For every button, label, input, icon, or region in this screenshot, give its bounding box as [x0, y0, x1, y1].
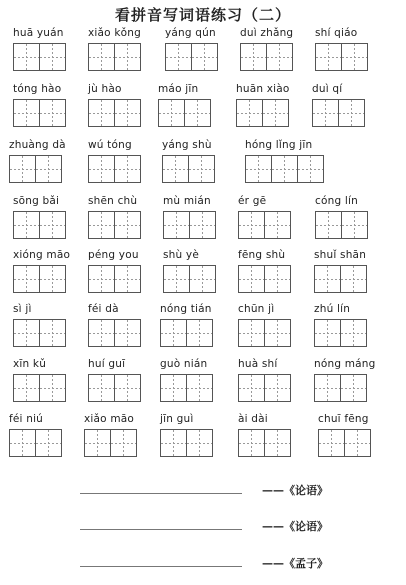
writing-cell[interactable] [188, 155, 215, 183]
writing-cell[interactable] [184, 99, 211, 127]
pinyin-label: ài dài [238, 413, 268, 425]
pinyin-label: duì qí [312, 83, 343, 95]
tianzige-cells [13, 43, 65, 71]
writing-cell[interactable] [297, 155, 324, 183]
writing-cell[interactable] [266, 43, 293, 71]
tianzige-cells [238, 319, 290, 347]
worksheet-title: 看拼音写词语练习（二） [114, 6, 291, 24]
exercise-row [0, 82, 406, 142]
exercise-row [0, 194, 406, 254]
writing-cell[interactable] [160, 429, 187, 457]
writing-cell[interactable] [35, 429, 62, 457]
tianzige-cells [84, 429, 136, 457]
pinyin-label: jù hào [88, 83, 122, 95]
writing-cell[interactable] [13, 265, 40, 293]
pinyin-label: yáng shù [162, 139, 212, 151]
exercise-row [0, 412, 406, 472]
writing-cell[interactable] [238, 265, 265, 293]
writing-cell[interactable] [110, 429, 137, 457]
quote-source: ——《孟子》 [262, 557, 328, 570]
writing-cell[interactable] [315, 211, 342, 239]
writing-cell[interactable] [114, 211, 141, 239]
tianzige-cells [160, 319, 212, 347]
tianzige-cells [163, 265, 215, 293]
tianzige-cells [88, 211, 140, 239]
tianzige-cells [315, 43, 367, 71]
writing-cell[interactable] [191, 43, 218, 71]
exercise-row [0, 302, 406, 362]
writing-cell[interactable] [160, 319, 187, 347]
writing-cell[interactable] [88, 43, 115, 71]
exercise-row [0, 357, 406, 417]
tianzige-cells [238, 265, 290, 293]
writing-cell[interactable] [114, 99, 141, 127]
writing-cell[interactable] [264, 319, 291, 347]
writing-cell[interactable] [114, 265, 141, 293]
writing-cell[interactable] [13, 211, 40, 239]
writing-cell[interactable] [13, 319, 40, 347]
writing-cell[interactable] [186, 429, 213, 457]
writing-cell[interactable] [314, 265, 341, 293]
tianzige-cells [88, 265, 140, 293]
writing-cell[interactable] [9, 429, 36, 457]
writing-cell[interactable] [340, 319, 367, 347]
writing-cell[interactable] [271, 155, 298, 183]
pinyin-label: chuī fēng [318, 413, 369, 425]
writing-cell[interactable] [238, 319, 265, 347]
tianzige-cells [238, 429, 290, 457]
writing-cell[interactable] [315, 43, 342, 71]
tianzige-cells [13, 265, 65, 293]
writing-cell[interactable] [238, 429, 265, 457]
tianzige-cells [88, 43, 140, 71]
writing-cell[interactable] [9, 155, 36, 183]
writing-cell[interactable] [163, 265, 190, 293]
pinyin-label: hóng lǐng jīn [245, 139, 313, 151]
tianzige-cells [314, 374, 366, 402]
pinyin-label: jīn guì [160, 413, 194, 425]
writing-cell[interactable] [344, 429, 371, 457]
writing-cell[interactable] [39, 374, 66, 402]
tianzige-cells [163, 211, 215, 239]
pinyin-label: yáng qún [165, 27, 216, 39]
quote-line [0, 555, 406, 575]
writing-cell[interactable] [84, 429, 111, 457]
quote-source: ——《论语》 [262, 484, 328, 497]
writing-cell[interactable] [88, 155, 115, 183]
tianzige-cells [9, 429, 61, 457]
exercise-row [0, 26, 406, 86]
pinyin-label: péng you [88, 249, 139, 261]
pinyin-label: xiǎo kǒng [88, 27, 141, 39]
pinyin-label: wú tóng [88, 139, 132, 151]
writing-cell[interactable] [341, 43, 368, 71]
writing-cell[interactable] [114, 155, 141, 183]
writing-cell[interactable] [262, 99, 289, 127]
tianzige-cells [314, 265, 366, 293]
tianzige-cells [312, 99, 364, 127]
tianzige-cells [160, 429, 212, 457]
exercise-row [0, 248, 406, 308]
exercise-row [0, 138, 406, 198]
tianzige-cells [88, 155, 140, 183]
tianzige-cells [13, 319, 65, 347]
pinyin-label: nóng tián [160, 303, 212, 315]
pinyin-label: xiǎo māo [84, 413, 135, 425]
pinyin-label: cóng lín [315, 195, 358, 207]
pinyin-label: shí qiáo [315, 27, 358, 39]
tianzige-cells [162, 155, 214, 183]
writing-cell[interactable] [312, 99, 339, 127]
pinyin-label: guò nián [160, 358, 208, 370]
pinyin-label: sōng bǎi [13, 195, 60, 207]
writing-cell[interactable] [341, 211, 368, 239]
writing-cell[interactable] [189, 265, 216, 293]
writing-cell[interactable] [186, 374, 213, 402]
writing-cell[interactable] [240, 43, 267, 71]
writing-cell[interactable] [340, 265, 367, 293]
pinyin-label: féi niú [9, 413, 44, 425]
writing-cell[interactable] [162, 155, 189, 183]
tianzige-cells [315, 211, 367, 239]
pinyin-label: huí guī [88, 358, 126, 370]
tianzige-cells [236, 99, 288, 127]
pinyin-label: shuǐ shān [314, 249, 367, 261]
pinyin-label: fēng shù [238, 249, 286, 261]
answer-blank[interactable] [80, 529, 242, 530]
pinyin-label: mù mián [163, 195, 211, 207]
tianzige-cells [314, 319, 366, 347]
writing-cell[interactable] [13, 374, 40, 402]
pinyin-label: shēn chù [88, 195, 138, 207]
writing-cell[interactable] [318, 429, 345, 457]
writing-cell[interactable] [238, 374, 265, 402]
answer-blank[interactable] [80, 493, 242, 494]
writing-cell[interactable] [39, 319, 66, 347]
writing-cell[interactable] [88, 211, 115, 239]
pinyin-label: chūn jì [238, 303, 275, 315]
writing-cell[interactable] [114, 43, 141, 71]
tianzige-cells [13, 211, 65, 239]
writing-cell[interactable] [39, 99, 66, 127]
quote-line [0, 482, 406, 502]
writing-cell[interactable] [264, 374, 291, 402]
writing-cell[interactable] [236, 99, 263, 127]
writing-cell[interactable] [314, 374, 341, 402]
writing-cell[interactable] [264, 429, 291, 457]
pinyin-label: xīn kǔ [13, 358, 47, 370]
writing-cell[interactable] [39, 43, 66, 71]
writing-cell[interactable] [13, 43, 40, 71]
writing-cell[interactable] [160, 374, 187, 402]
tianzige-cells [88, 319, 140, 347]
writing-cell[interactable] [88, 374, 115, 402]
quote-source: ——《论语》 [262, 520, 328, 533]
writing-cell[interactable] [39, 265, 66, 293]
tianzige-cells [245, 155, 323, 183]
pinyin-label: nóng máng [314, 358, 376, 370]
writing-cell[interactable] [13, 99, 40, 127]
writing-cell[interactable] [264, 211, 291, 239]
tianzige-cells [318, 429, 370, 457]
pinyin-label: zhuàng dà [9, 139, 66, 151]
quote-line [0, 518, 406, 538]
pinyin-label: xióng māo [13, 249, 71, 261]
writing-cell[interactable] [35, 155, 62, 183]
writing-cell[interactable] [238, 211, 265, 239]
writing-cell[interactable] [114, 374, 141, 402]
writing-cell[interactable] [165, 43, 192, 71]
pinyin-label: sì jì [13, 303, 32, 315]
writing-cell[interactable] [158, 99, 185, 127]
tianzige-cells [238, 374, 290, 402]
writing-cell[interactable] [264, 265, 291, 293]
tianzige-cells [13, 374, 65, 402]
tianzige-cells [88, 374, 140, 402]
pinyin-label: huān xiào [236, 83, 290, 95]
writing-cell[interactable] [338, 99, 365, 127]
pinyin-label: huā yuán [13, 27, 64, 39]
tianzige-cells [165, 43, 217, 71]
tianzige-cells [9, 155, 61, 183]
tianzige-cells [88, 99, 140, 127]
writing-cell[interactable] [245, 155, 272, 183]
writing-cell[interactable] [163, 211, 190, 239]
pinyin-label: huà shí [238, 358, 278, 370]
pinyin-label: tóng hào [13, 83, 62, 95]
writing-cell[interactable] [88, 319, 115, 347]
writing-cell[interactable] [88, 99, 115, 127]
tianzige-cells [158, 99, 210, 127]
writing-cell[interactable] [189, 211, 216, 239]
writing-cell[interactable] [314, 319, 341, 347]
writing-cell[interactable] [186, 319, 213, 347]
tianzige-cells [238, 211, 290, 239]
pinyin-label: féi dà [88, 303, 119, 315]
pinyin-label: ér gē [238, 195, 267, 207]
tianzige-cells [240, 43, 292, 71]
writing-cell[interactable] [340, 374, 367, 402]
pinyin-label: shù yè [163, 249, 199, 261]
tianzige-cells [13, 99, 65, 127]
pinyin-label: duì zhǎng [240, 27, 294, 39]
writing-cell[interactable] [39, 211, 66, 239]
tianzige-cells [160, 374, 212, 402]
pinyin-label: máo jīn [158, 83, 199, 95]
pinyin-label: zhú lín [314, 303, 351, 315]
writing-cell[interactable] [114, 319, 141, 347]
answer-blank[interactable] [80, 566, 242, 567]
writing-cell[interactable] [88, 265, 115, 293]
